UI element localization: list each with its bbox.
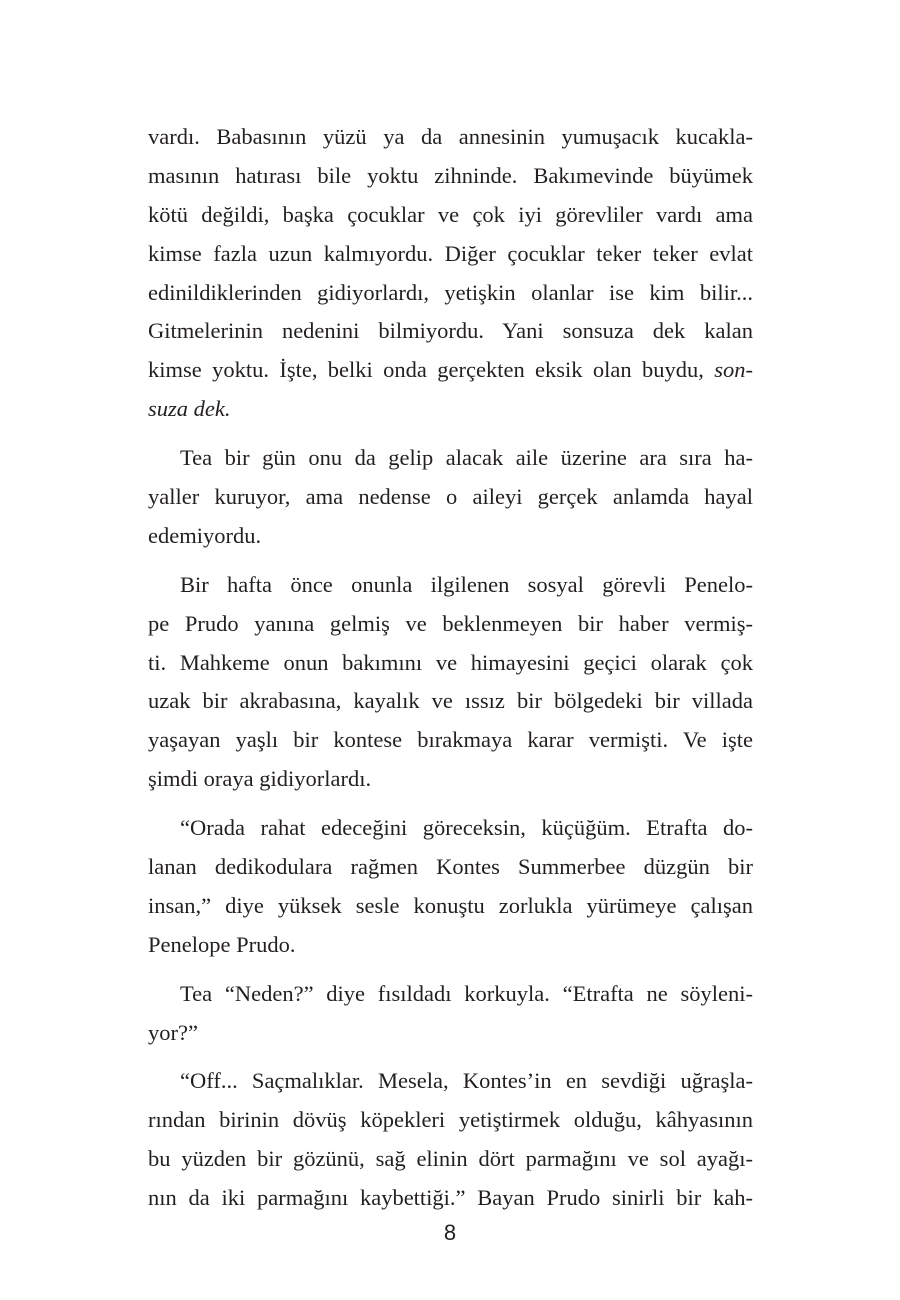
text-line: uzak bir akrabasına, kayalık ve ıssız bir bölgedeki bir villada xyxy=(148,688,753,714)
paragraph xyxy=(148,975,753,1053)
text-line-with-italic xyxy=(148,351,753,390)
text-line: şimdi oraya gidiyorlardı. xyxy=(148,766,372,792)
text-line: insan,” diye yüksek sesle konuştu zorlukla yürümeye çalışan xyxy=(148,892,753,918)
text-line: yaller kuruyor, ama nedense o aileyi gerçek anlamda hayal xyxy=(148,484,753,510)
italic-word: suza dek. xyxy=(148,396,231,422)
text-line-italic xyxy=(148,390,753,429)
text-line: kötü değildi, başka çocuklar ve çok iyi görevliler vardı ama xyxy=(148,201,753,227)
text-line: bu yüzden bir gözünü, sağ elinin dört parmağını ve sol ayağı- xyxy=(148,1146,753,1172)
text-line: yor?” xyxy=(148,1019,198,1045)
text-line: “Off... Saçmalıklar. Mesela, Kontes’in en sevdiği uğraşla- xyxy=(180,1068,753,1094)
paragraph xyxy=(148,566,753,799)
page-body xyxy=(148,118,753,1218)
paragraph xyxy=(148,1062,753,1218)
text-line: lanan dedikodulara rağmen Kontes Summerbee düzgün bir xyxy=(148,854,753,880)
text-line: rından birinin dövüş köpekleri yetiştirmek olduğu, kâhyasının xyxy=(148,1107,753,1133)
text-line: Bir hafta önce onunla ilgilenen sosyal görevli Penelo- xyxy=(180,571,753,597)
text-line: nın da iki parmağını kaybettiği.” Bayan Prudo sinirli bir kah- xyxy=(148,1185,753,1211)
paragraph xyxy=(148,118,753,429)
text-line: Penelope Prudo. xyxy=(148,931,296,957)
text-line: Tea “Neden?” diye fısıldadı korkuyla. “Etrafta ne söyleni- xyxy=(180,980,753,1006)
text-line: edinildiklerinden gidiyorlardı, yetişkin olanlar ise kim bilir... xyxy=(148,279,753,305)
text-line: vardı. Babasının yüzü ya da annesinin yumuşacık kucakla- xyxy=(148,124,753,149)
text-line: masının hatırası bile yoktu zihninde. Bakımevinde büyümek xyxy=(148,162,753,188)
text-line: ti. Mahkeme onun bakımını ve himayesini geçici olarak çok xyxy=(148,649,753,675)
text-line: “Orada rahat edeceğini göreceksin, küçüğüm. Etrafta do- xyxy=(180,815,753,841)
text-line: kimse fazla uzun kalmıyordu. Diğer çocuklar teker teker evlat xyxy=(148,240,753,266)
italic-word: son- xyxy=(714,357,753,383)
text-line: Gitmelerinin nedenini bilmiyordu. Yani sonsuza dek kalan xyxy=(148,318,753,344)
text-line: edemiyordu. xyxy=(148,522,262,548)
paragraph xyxy=(148,439,753,556)
italic-prefix: kimse yoktu. İşte, belki onda gerçekten eksik olan buydu, xyxy=(148,357,715,383)
text-line: Tea bir gün onu da gelip alacak aile üzerine ara sıra ha- xyxy=(180,445,753,471)
page-number: 8 xyxy=(443,1220,457,1245)
paragraph xyxy=(148,809,753,965)
text-line: pe Prudo yanına gelmiş ve beklenmeyen bir haber vermiş- xyxy=(148,610,753,636)
text-line: yaşayan yaşlı bir kontese bırakmaya karar vermişti. Ve işte xyxy=(148,727,753,753)
